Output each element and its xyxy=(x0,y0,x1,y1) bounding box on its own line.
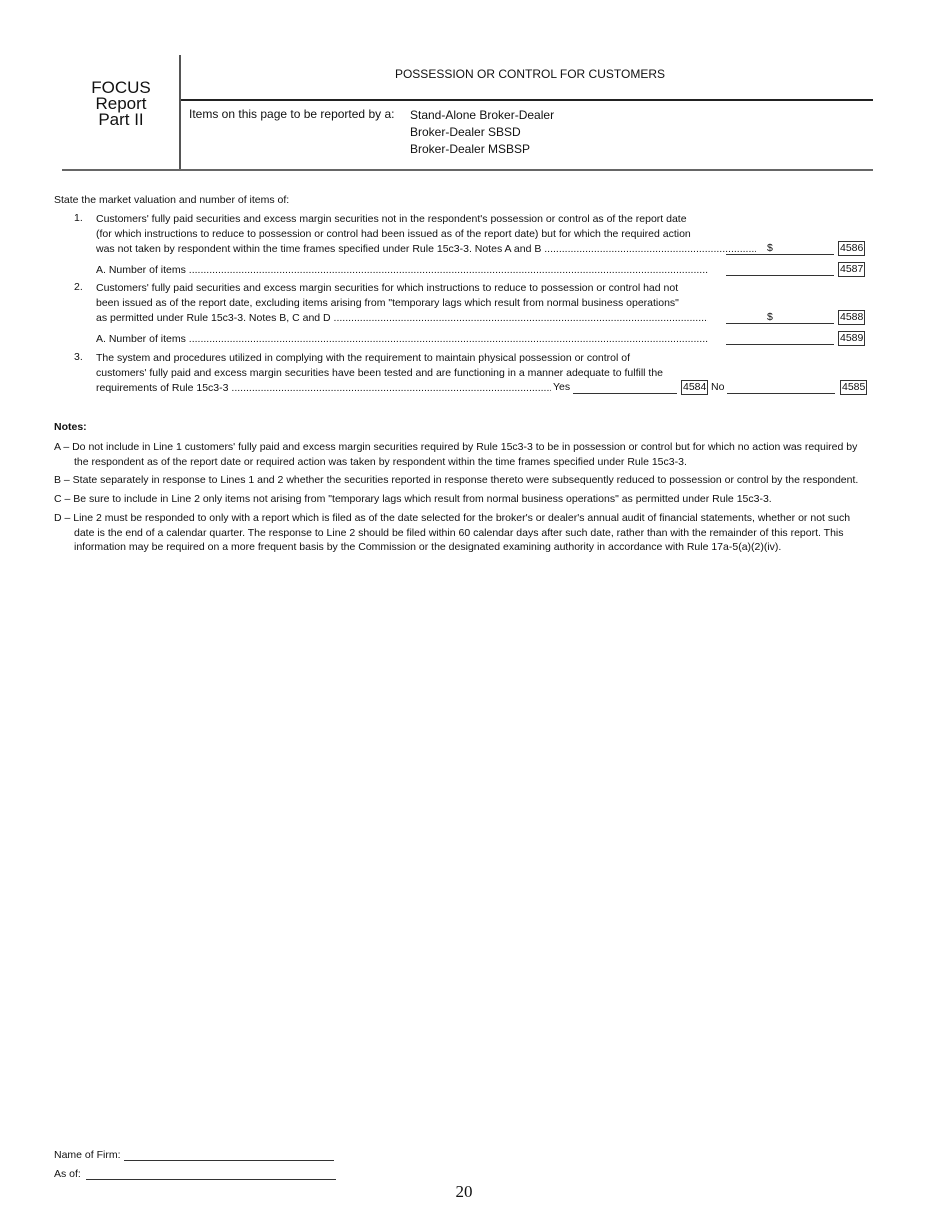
reporter-item: Broker-Dealer SBSD xyxy=(410,125,521,139)
reporter-list xyxy=(410,107,554,158)
form-name-line: FOCUS xyxy=(91,78,151,97)
line-text-part: was not taken by respondent within the time frames specified under Rule 15c3-3. Notes A and B ..... xyxy=(96,242,756,257)
reporter-item: Broker-Dealer MSBSP xyxy=(410,142,531,156)
note-d xyxy=(54,511,866,555)
firm-name-label: Name of Firm: xyxy=(54,1149,121,1161)
currency-symbol: $ xyxy=(767,311,773,323)
line-text-part: Customers' fully paid securities and excess margin securities not in the respondent's possession or control as of the report date xyxy=(96,213,687,225)
header-title-rule xyxy=(181,99,873,101)
line-text-part: (for which instructions to reduce to possession or control had been issued as of the report date) but for which the required action xyxy=(96,228,691,240)
count-input-4589[interactable] xyxy=(726,332,834,345)
currency-symbol: $ xyxy=(767,242,773,254)
yes-input[interactable] xyxy=(573,381,677,394)
line-text-part: been issued as of the report date, excluding items arising from "temporary lags which result from normal business operations" xyxy=(96,297,679,309)
header-bottom-rule xyxy=(62,169,873,171)
notes-title: Notes: xyxy=(54,421,87,433)
line-text-part: Customers' fully paid securities and excess margin securities for which instructions to reduce to possession or control had not xyxy=(96,282,679,294)
note-text: C – Be sure to include in Line 2 only items not arising from "temporary lags which result from normal business operations" as permitted under Rule 15c3-3. xyxy=(54,493,772,505)
line-text xyxy=(96,212,756,257)
form-name xyxy=(62,80,180,128)
yes-label: Yes xyxy=(553,381,571,393)
note-text: D – Line 2 must be responded to only with a report which is filed as of the date selected for the broker's or dealer's annual audit of financial statements, whether or not such date is the end of a calendar quarter. The response to Line 2 should be filed within 60 calendar days after such date, rather than with the remainder of this report. This information may be required on a more frequent basis by the Commission or the designated examining authority in accordance with Rule 17a-5(a)(2)(iv). xyxy=(54,512,851,553)
as-of-field[interactable] xyxy=(86,1178,336,1180)
line-text-part: customers' fully paid and excess margin securities have been tested and are functioning in a manner adequate to fulfill the xyxy=(96,367,664,379)
line-text: A. Number of items ..... xyxy=(96,332,708,347)
line-code-box: 4589 xyxy=(840,332,864,344)
note-text: B – State separately in response to Lines 1 and 2 whether the securities reported in response thereto were subsequently reduced to possession or control by the respondent. xyxy=(54,474,859,486)
line-number: 2. xyxy=(74,281,83,293)
line-code-box: 4586 xyxy=(840,242,864,254)
reported-by-label: Items on this page to be reported by a: xyxy=(189,107,395,121)
no-input[interactable] xyxy=(727,381,835,394)
line-number: 1. xyxy=(74,212,83,224)
page-title: POSSESSION OR CONTROL FOR CUSTOMERS xyxy=(394,67,666,81)
note-c xyxy=(54,492,866,507)
reporter-item: Stand-Alone Broker-Dealer xyxy=(410,108,555,122)
note-b xyxy=(54,473,866,488)
line-number: 3. xyxy=(74,351,83,363)
form-name-line: Part II xyxy=(98,110,144,129)
amount-input-4588[interactable] xyxy=(726,311,834,324)
line-code-box: 4588 xyxy=(840,311,864,323)
yes-code-box: 4584 xyxy=(683,381,707,393)
line-text-part: as permitted under Rule 15c3-3. Notes B, C and D ..... xyxy=(96,311,708,326)
intro-text: State the market valuation and number of items of: xyxy=(54,194,290,206)
count-input-4587[interactable] xyxy=(726,263,834,276)
line-text xyxy=(96,281,756,326)
note-a xyxy=(54,440,866,469)
line-text: A. Number of items ..... xyxy=(96,263,708,278)
page-number: 20 xyxy=(455,1182,473,1201)
note-text: A – Do not include in Line 1 customers' fully paid and excess margin securities required by Rule 15c3-3 to be in possession or control but for which no action was required by the respondent as of the report date or required action was taken by respondent within the time frames specified under Rule 15c3-3. xyxy=(54,441,858,468)
no-code-box: 4585 xyxy=(842,381,866,393)
line-text-part: requirements of Rule 15c3-3 ..... xyxy=(96,381,551,396)
no-label: No xyxy=(711,381,725,393)
form-name-line: Report xyxy=(95,94,147,113)
line-text-part: The system and procedures utilized in complying with the requirement to maintain physical possession or control of xyxy=(96,352,631,364)
as-of-label: As of: xyxy=(54,1168,81,1180)
line-code-box: 4587 xyxy=(840,263,864,275)
amount-input-4586[interactable] xyxy=(726,242,834,255)
firm-name-field[interactable] xyxy=(124,1159,334,1161)
